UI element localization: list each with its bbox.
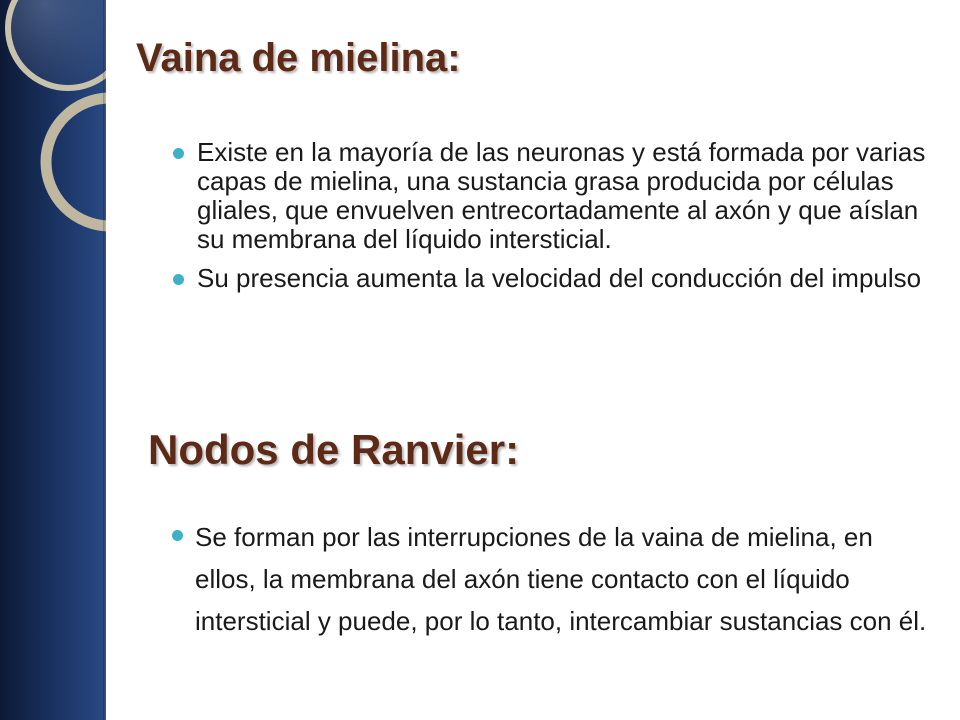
bullet-icon: [173, 148, 184, 159]
bullet-text: Se forman por las interrupciones de la vaina de mielina, en ellos, la membrana del axón tiene contacto con el líquido intersticial y puede, por lo tanto, intercambiar sustancias con él.: [195, 522, 927, 636]
list-item: [195, 516, 935, 642]
bottom-ring: [46, 98, 106, 226]
vaina-bullet-list: [197, 138, 937, 303]
bullet-icon: [173, 274, 184, 285]
bullet-text: Su presencia aumenta la velocidad del conducción del impulso: [197, 263, 922, 293]
side-decor-band: [0, 0, 106, 720]
bullet-text: Existe en la mayoría de las neuronas y está formada por varias capas de mielina, una sustancia grasa producida por células gliales, que envuelven entrecortadamente al axón y que aíslan su membrana del líquido intersticial.: [197, 137, 926, 254]
section-title-vaina: Vaina de mielina:: [136, 36, 461, 80]
ring-decoration: [0, 0, 106, 720]
top-ring: [8, 0, 106, 88]
nodos-bullet-list: [195, 516, 935, 642]
list-item: [197, 264, 937, 293]
bullet-icon: [172, 530, 183, 541]
section-title-nodos: Nodos de Ranvier:: [148, 426, 520, 473]
list-item: [197, 138, 937, 254]
